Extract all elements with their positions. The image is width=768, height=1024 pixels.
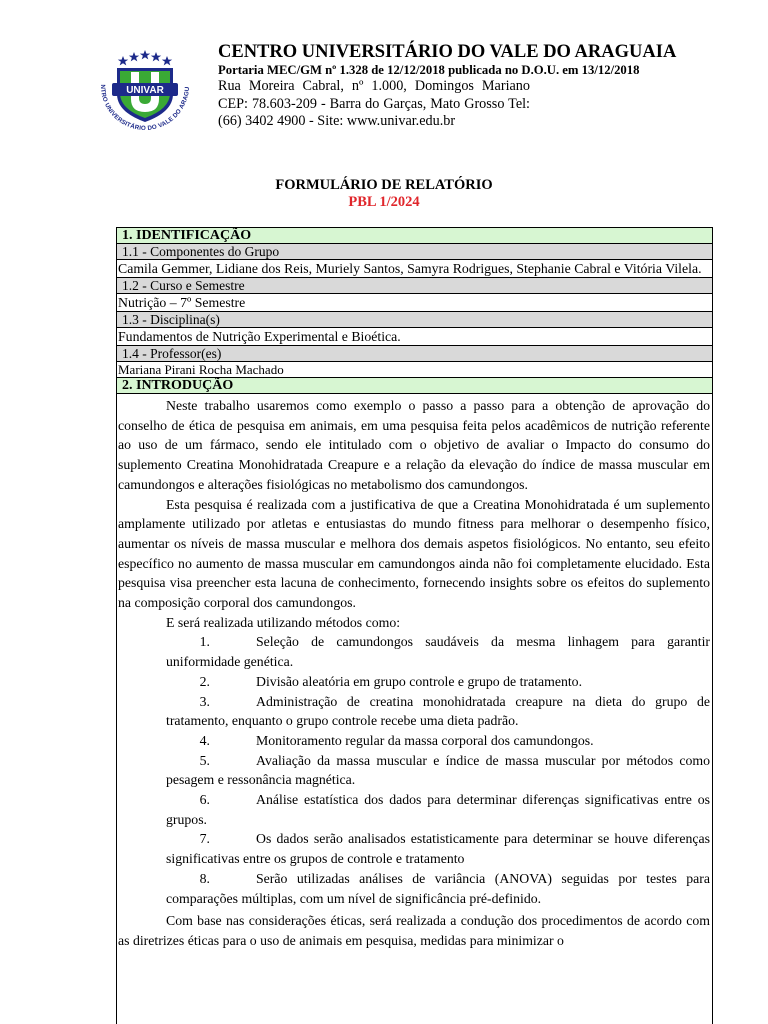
method-number: 7. — [199, 831, 210, 847]
method-item — [166, 731, 710, 751]
disciplina-label: 1.3 - Disciplina(s) — [117, 312, 712, 328]
professor-value: Mariana Pirani Rocha Machado — [117, 362, 712, 378]
methods-list — [118, 632, 710, 908]
method-number: 6. — [199, 792, 210, 808]
method-text: Análise estatística dos dados para determinar diferenças significativas entre os grupos. — [166, 792, 710, 827]
disciplina-value: Fundamentos de Nutrição Experimental e Bioética. — [117, 328, 712, 346]
introducao-paragraph-2: Esta pesquisa é realizada com a justificativa de que a Creatina Monohidratada é um suplemento amplamente utilizado por atletas e entusiastas do mundo fitness para melhorar o desempenho físico, aumentar os níveis de massa muscular e melhora dos demais aspetos fisiológicos. No entanto, seu efeito específico no aumento de massa muscular em camundongos ainda não foi completamente elucidado. Esta pesquisa visa preencher esta lacuna de conhecimento, fornecendo insights sobre os efeitos do suplemento na composição corporal dos camundongos. — [118, 496, 710, 611]
method-item — [166, 790, 710, 829]
form-subtitle: PBL 1/2024 — [348, 194, 420, 210]
method-text: Monitoramento regular da massa corporal dos camundongos. — [256, 732, 594, 748]
introducao-paragraph-1: Neste trabalho usaremos como exemplo o passo a passo para a obtenção de aprovação do conselho de ética de pesquisa em animais, em uma pesquisa feita pelos acadêmicos de nutrição referente ao uso de um fármaco, sendo ele intitulado com o objetivo de avaliar o Impacto do consumo do suplemento Creatina Monohidratada Creapure e a relação da elevação do índice de massa muscular em camundongos e alterações fisiológicas no metabolismo dos camundongos. — [118, 398, 710, 492]
method-text: Os dados serão analisados estatisticamente para determinar se houve diferenças significativas entre os grupos de controle e tratamento — [166, 831, 710, 867]
institution-name: CENTRO UNIVERSITÁRIO DO VALE DO ARAGUAIA — [218, 42, 677, 62]
institution-address: Rua Moreira Cabral, nº 1.000, Domingos Mariano CEP: 78.603-209 - Barra do Garças, Mato Grosso Tel: (66) 3402 4900 - Site: www.univar.edu.br — [218, 78, 530, 129]
method-number: 2. — [199, 673, 210, 689]
method-item — [166, 672, 710, 692]
method-item — [166, 632, 710, 671]
componentes-value: Camila Gemmer, Lidiane dos Reis, Muriely Santos, Samyra Rodrigues, Stephanie Cabral e Vitória Vilela. — [117, 260, 712, 278]
professor-label: 1.4 - Professor(es) — [117, 346, 712, 362]
method-text: Administração de creatina monohidratada creapure na dieta do grupo de tratamento, enquanto o grupo controle recebe uma dieta padrão. — [166, 693, 710, 729]
method-number: 1. — [199, 634, 210, 650]
method-text: Divisão aleatória em grupo controle e grupo de tratamento. — [256, 673, 583, 689]
curso-value: Nutrição – 7º Semestre — [117, 294, 712, 312]
method-item — [166, 692, 710, 731]
logo-ring-text: NTRO UNIVERSITÁRIO DO VALE DO ARAGU — [98, 84, 192, 133]
form-title: FORMULÁRIO DE RELATÓRIO — [275, 177, 493, 193]
method-item — [166, 829, 710, 868]
introducao-paragraph-3: Com base nas considerações éticas, será realizada a condução dos procedimentos de acordo com as diretrizes éticas para o uso de animais em pesquisa, medidas para minimizar o — [118, 913, 710, 948]
introducao-body — [117, 394, 712, 951]
report-table — [116, 227, 713, 1024]
method-number: 5. — [199, 752, 210, 768]
method-number: 3. — [199, 693, 210, 709]
method-item — [166, 751, 710, 790]
portaria-line: Portaria MEC/GM nº 1.328 de 12/12/2018 publicada no D.O.U. em 13/12/2018 — [218, 63, 640, 77]
section-introducao-heading: 2. INTRODUÇÃO — [117, 378, 712, 394]
method-text: Serão utilizadas análises de variância (ANOVA) seguidas por testes para comparações múltiplas, com um nível de significância pré-definido. — [166, 870, 710, 906]
section-identificacao-heading: 1. IDENTIFICAÇÃO — [117, 228, 712, 244]
method-item — [166, 869, 710, 908]
method-text: Avaliação da massa muscular e índice de massa muscular por métodos como pesagem e ressonância magnética. — [166, 752, 710, 788]
method-text: Seleção de camundongos saudáveis da mesma linhagem para garantir uniformidade genética. — [166, 634, 710, 670]
institution-header — [218, 42, 677, 131]
curso-label: 1.2 - Curso e Semestre — [117, 278, 712, 294]
componentes-label: 1.1 - Componentes do Grupo — [117, 244, 712, 260]
method-number: 8. — [199, 870, 210, 886]
univar-logo — [93, 42, 197, 136]
logo-text: UNIVAR — [126, 85, 164, 96]
methods-intro: E será realizada utilizando métodos como: — [166, 614, 401, 630]
method-number: 4. — [199, 732, 210, 748]
